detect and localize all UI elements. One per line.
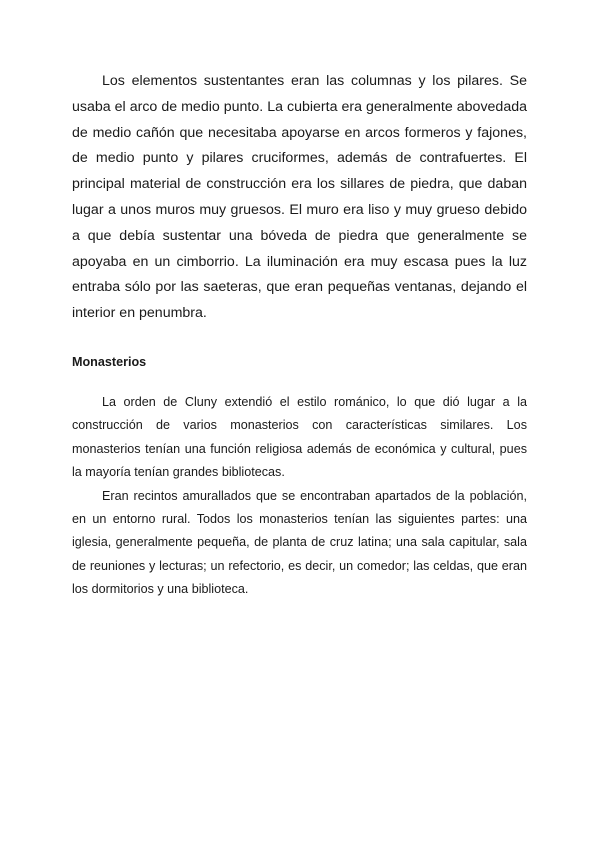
section-paragraph-2: Eran recintos amurallados que se encontraban apartados de la población, en un entorno rural. Todos los monasterios tenían las siguientes partes: una iglesia, generalmente pequeña, de planta de cruz latina; una sala capitular, sala de reuniones y lecturas; un refectorio, es decir, un comedor; las celdas, que eran los dormitorios y una biblioteca.	[72, 488, 527, 597]
document-body	[72, 69, 527, 602]
intro-paragraph: Los elementos sustentantes eran las columnas y los pilares. Se usaba el arco de medio punto. La cubierta era generalmente abovedada de medio cañón que necesitaba apoyarse en arcos formeros y fajones, de medio punto y pilares cruciformes, además de contrafuertes. El principal material de construcción era los sillares de piedra, que daban lugar a unos muros muy gruesos. El muro era liso y muy grueso debido a que debía sustentar una bóveda de piedra que generalmente se apoyaba en un cimborrio. La iluminación era muy escasa pues la luz entraba sólo por las saeteras, que eran pequeñas ventanas, dejando el interior en penumbra.	[72, 73, 527, 322]
section-heading: Monasterios	[72, 354, 147, 369]
section-paragraph-1: La orden de Cluny extendió el estilo románico, lo que dió lugar a la construcción de varios monasterios con características similares. Los monasterios tenían una función religiosa además de económica y cultural, pues la mayoría tenían grandes bibliotecas.	[72, 394, 527, 480]
